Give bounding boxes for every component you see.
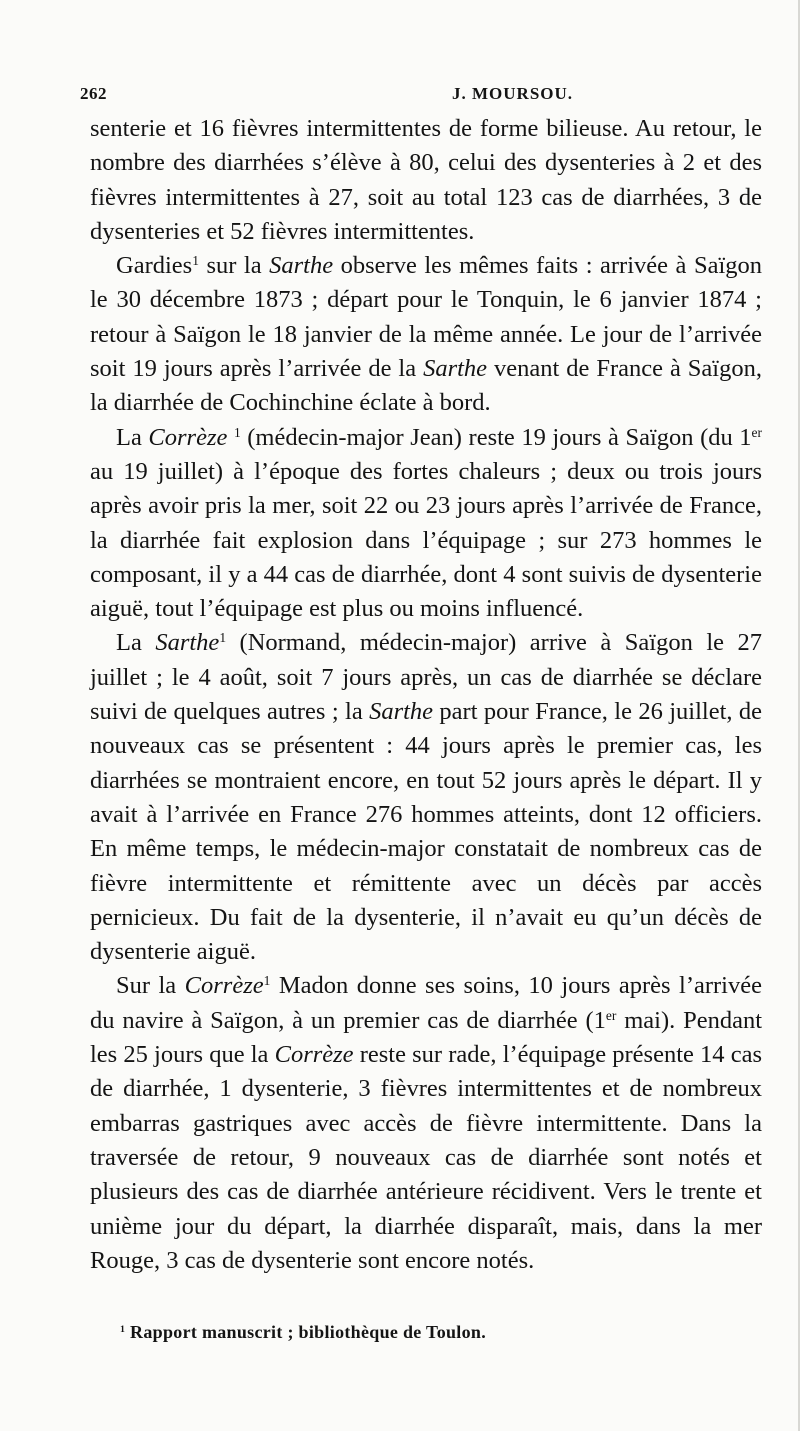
text-run: La: [116, 423, 149, 451]
footnote-reference: 1: [263, 973, 271, 989]
text-run: mai). Pendant les 25 jours que la: [90, 1006, 763, 1069]
paragraph: [90, 421, 762, 627]
text-run: Gardies: [116, 252, 193, 280]
text-run: (médecin-major Jean) reste 19 jours à Saïgon (du 1: [240, 423, 752, 451]
ship-name: Corrèze: [274, 1041, 354, 1069]
paragraph: [90, 626, 762, 969]
ship-name: Corrèze: [148, 423, 228, 451]
ship-name: Sarthe: [423, 355, 488, 383]
text-run: [227, 424, 234, 451]
footnote-marker: 1: [120, 1324, 126, 1336]
page-header: [80, 84, 760, 108]
footnote-reference: 1: [192, 253, 199, 269]
footnote-reference: er: [751, 424, 763, 440]
footnote-text: Rapport manuscrit ; bibliothèque de Toulon.: [125, 1322, 487, 1342]
paragraph: [90, 969, 762, 1278]
page-number: 262: [80, 84, 107, 103]
footnote: [120, 1322, 760, 1343]
ship-name: Sarthe: [269, 252, 334, 280]
ship-name: Sarthe: [369, 698, 434, 726]
text-run: Madon donne ses soins, 10 jours après l’arrivée du navire à Saïgon, à un premier cas de diarrhée (1: [90, 972, 762, 1034]
text-run: au 19 juillet) à l’époque des fortes chaleurs ; deux ou trois jours après avoir pris la mer, soit 22 ou 23 jours après l’arrivée de France, la diarrhée fait explosion dans l’équipage ; sur 273 hommes le composant, il y a 44 cas de diarrhée, dont 4 sont suivis de dysenterie aiguë, tout l’équipage est plus ou moins influencé.: [90, 457, 762, 623]
text-run: sur la: [198, 252, 270, 280]
running-head: J. MOURSOU.: [452, 84, 574, 103]
footnote-reference: er: [605, 1007, 617, 1023]
footnote-reference: 1: [233, 424, 241, 440]
ship-name: Sarthe: [155, 629, 220, 657]
ship-name: Corrèze: [184, 972, 264, 1000]
text-run: La: [116, 629, 156, 657]
text-run: Sur la: [116, 972, 185, 1000]
body-text: [90, 112, 762, 1278]
text-run: (Normand, médecin-major) arrive à Saïgon le 27 juillet ; le 4 août, soit 7 jours après, un cas de diarrhée se déclare suivi de quelques autres ; la: [90, 629, 762, 726]
footnote-reference: 1: [219, 630, 227, 646]
text-run: reste sur rade, l’équipage présente 14 cas de diarrhée, 1 dysenterie, 3 fièvres intermittentes et de nombreux embarras gastriques avec accès de fièvre intermittente. Dans la traversée de retour, 9 nouveaux cas de diarrhée sont notés et plusieurs des cas de diarrhée antérieure récidivent. Vers le trente et unième jour du départ, la diarrhée disparaît, mais, dans la mer Rouge, 3 cas de dysenterie sont encore notés.: [90, 1041, 762, 1274]
text-run: part pour France, le 26 juillet, de nouveaux cas se présentent : 44 jours après le premier cas, les diarrhées se montraient encore, en tout 52 jours après le départ. Il y avait à l’arrivée en France 276 hommes atteints, dont 12 officiers. En même temps, le médecin-major constatait de nombreux cas de fièvre intermittente et rémittente avec un décès par accès pernicieux. Du fait de la dysenterie, il n’avait eu qu’un décès de dysenterie aiguë.: [90, 698, 762, 966]
text-run: senterie et 16 fièvres intermittentes de forme bilieuse. Au retour, le nombre des diarrhées s’élève à 80, celui des dysenteries à 2 et des fièvres intermittentes à 27, soit au total 123 cas de diarrhées, 3 de dysenteries et 52 fièvres intermittentes.: [90, 115, 762, 245]
paragraph: [90, 112, 762, 249]
text-run: venant de France à Saïgon, la diarrhée de Cochinchine éclate à bord.: [90, 355, 762, 417]
paragraph: [90, 249, 762, 420]
text-run: observe les mêmes faits : arrivée à Saïgon le 30 décembre 1873 ; départ pour le Tonquin, le 6 janvier 1874 ; retour à Saïgon le 18 janvier de la même année. Le jour de l’arrivée soit 19 jours après l’arrivée de la: [90, 252, 763, 383]
